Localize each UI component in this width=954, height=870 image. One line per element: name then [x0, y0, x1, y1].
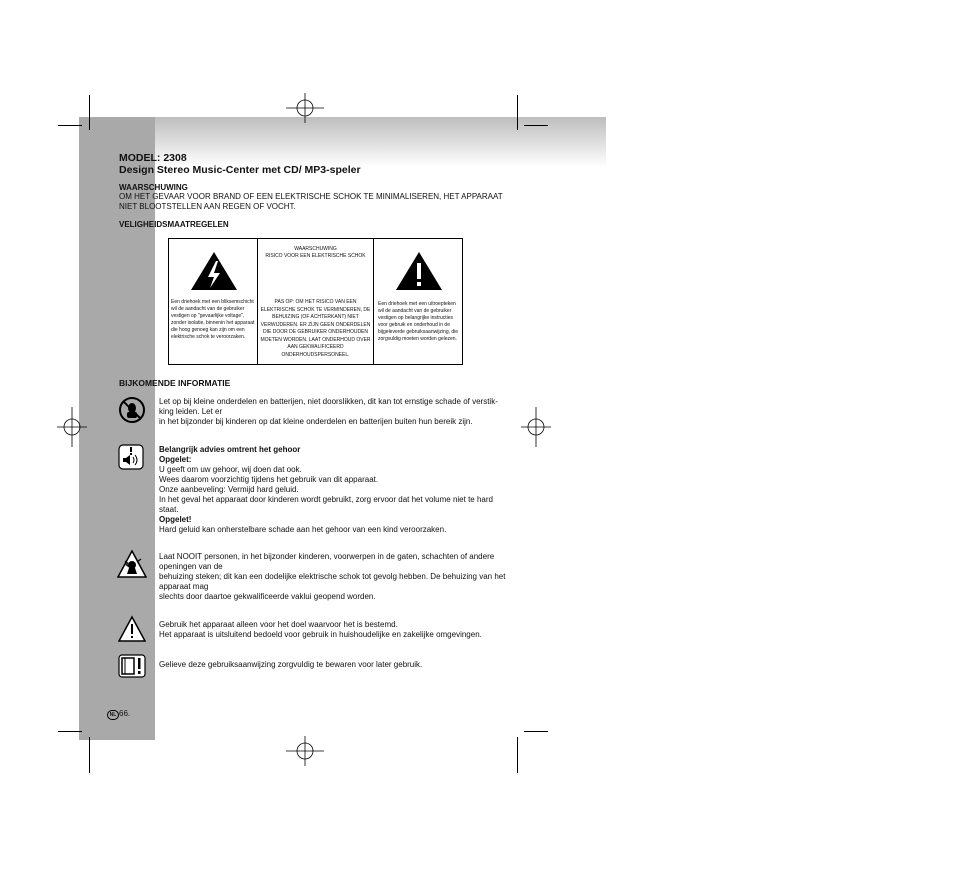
crop-mark [58, 731, 82, 732]
caution-cell [258, 239, 374, 364]
hearing-text [159, 445, 514, 535]
caution-text: PAS OP: OM HET RISICO VAN EEN ELEKTRISCHE SCHOK TE VERMINDEREN, DE BEHUIZING (OF ACHTERKANT) NIET VERWIJDEREN. ER ZIJN GEEN ONDERDELEN DIE DOOR DE GEBRUIKER ONDERHOUDEN MOETEN WORDEN. LAAT ONDERHOUD OVER AAN GEKWALIFICEERD ONDERHOUDSPERSONEEL. [260, 299, 371, 358]
manual-book-icon [118, 654, 146, 678]
text-line: Onze aanbeveling: Vermijd hard geluid. [159, 485, 299, 494]
hearing-warning-icon [118, 444, 144, 470]
header-title [119, 152, 361, 176]
small-parts-text [159, 397, 514, 427]
caution-label: Opgelet! [159, 515, 192, 524]
registration-mark-icon [56, 405, 88, 449]
text-line: slechts door daartoe gekwalificeerde vaklui geopend worden. [159, 592, 376, 601]
crop-mark [517, 95, 518, 130]
text-line: Gebruik het apparaat alleen voor het doel waarvoor het is bestemd. [159, 620, 398, 629]
exclamation-triangle-icon [118, 615, 146, 643]
text-line: Let op bij kleine onderdelen en batterijen, niet doorslikken, dit kan tot ernstige schade of verstik- [159, 397, 498, 406]
text-line: staat. [159, 505, 179, 514]
exclamation-warning-icon [394, 250, 444, 292]
crop-mark [89, 737, 90, 773]
registration-mark-icon [284, 92, 326, 124]
crop-mark [524, 125, 548, 126]
caution-subtitle: RISICO VOOR EEN ELEKTRISCHE SCHOK [265, 253, 366, 259]
warning-title: WAARSCHUWING [119, 183, 188, 192]
language-badge: NL [107, 710, 119, 720]
caution-label: Opgelet: [159, 455, 192, 464]
model-number: MODEL: 2308 [119, 152, 187, 164]
text-line: openingen van de [159, 562, 223, 571]
info-title: BIJKOMENDE INFORMATIE [119, 378, 231, 388]
text-line: Hard geluid kan onherstelbare schade aan het gehoor van een kind veroorzaken. [159, 525, 447, 534]
registration-mark-icon [284, 735, 326, 767]
caution-title: WAARSCHUWING [294, 246, 337, 252]
crop-mark [524, 731, 548, 732]
crop-mark [58, 125, 82, 126]
text-line: Laat NOOIT personen, in het bijzonder kinderen, voorwerpen in de gaten, schachten of andere [159, 552, 495, 561]
text-line: king leiden. Let er [159, 407, 223, 416]
text-line: apparaat mag [159, 582, 209, 591]
openings-text [159, 552, 514, 602]
lightning-warning-icon [189, 250, 239, 292]
safety-title: VELIGHEIDSMAATREGELEN [119, 220, 229, 229]
lightning-cell [169, 239, 258, 364]
text-line: Het apparaat is uitsluitend bedoeld voor gebruik in huishoudelijke en zakelijke omgevingen. [159, 630, 482, 639]
usage-text [159, 620, 514, 640]
page-number: 66. [119, 709, 131, 718]
no-small-parts-icon [118, 396, 146, 424]
exclamation-text: Een driehoek met een uitroepteken wil de aandacht van de gebruiker vestigen op belangrijke instructies voor gebruik en onderhoud in de bijgeleverde gebruiksaanwijzing, die zorgvuldig moeten worden gelezen. [378, 301, 459, 342]
registration-mark-icon [520, 405, 552, 449]
text-line: Wees daarom voorzichtig tijdens het gebruik van dit apparaat. [159, 475, 379, 484]
text-line: U geeft om uw gehoor, wij doen dat ook. [159, 465, 302, 474]
text-line: In het geval het apparaat door kinderen wordt gebruikt, zorg ervoor dat het volume niet te hard [159, 495, 493, 504]
crop-mark [517, 737, 518, 773]
manual-text: Gelieve deze gebruiksaanwijzing zorgvuldig te bewaren voor later gebruik. [159, 660, 423, 669]
product-name: Design Stereo Music-Center met CD/ MP3-speler [119, 164, 361, 176]
exclamation-cell [374, 239, 462, 364]
warning-text: OM HET GEVAAR VOOR BRAND OF EEN ELEKTRISCHE SCHOK TE MINIMALISEREN, HET APPARAAT NIET BLOOTSTELLEN AAN REGEN OF VOCHT. [119, 192, 503, 211]
hearing-title: Belangrijk advies omtrent het gehoor [159, 445, 301, 454]
safety-warning-box [168, 238, 463, 365]
shock-hazard-icon [117, 550, 147, 578]
lightning-text: Een driehoek met een bliksemschicht wil de aandacht van de gebruiker vestigen op "gevaarlijke voltage", zonder isolatie, binnenin het apparaat die hoog genoeg kan zijn om een elektrische schok te veroorzaken. [171, 299, 255, 340]
text-line: in het bijzonder bij kinderen op dat kleine onderdelen en batterijen buiten hun bereik zijn. [159, 417, 473, 426]
text-line: behuizing steken; dit kan een dodelijke elektrische schok tot gevolg hebben. De behuizing van het [159, 572, 506, 581]
crop-mark [89, 95, 90, 130]
